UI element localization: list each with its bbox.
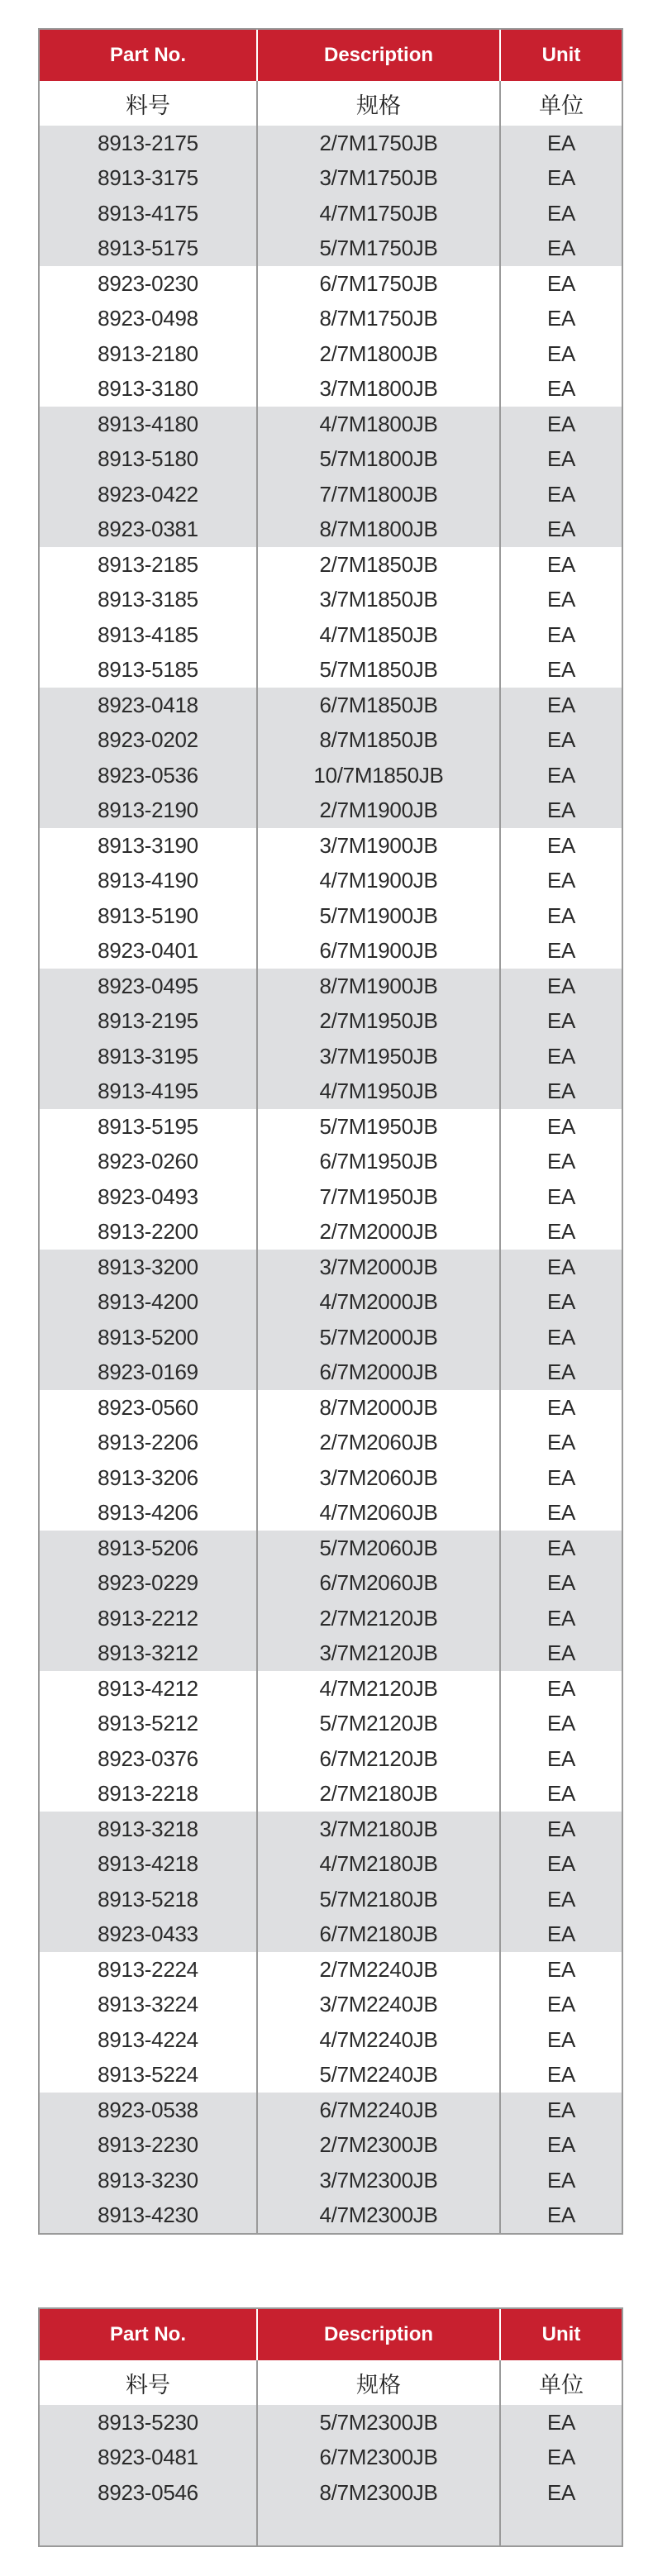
part-no-cell: 8913-4206: [40, 1496, 258, 1531]
unit-cell: EA: [546, 1816, 576, 1841]
part-no-cell: 8913-5230: [40, 2405, 258, 2440]
description-cell: 4/7M2000JB: [258, 1285, 501, 1321]
description-cell: 7/7M1950JB: [258, 1179, 501, 1215]
description-cell: 3/7M1850JB: [258, 583, 501, 618]
part-no-cell: 8913-5224: [40, 2058, 258, 2093]
unit-cell: EA: [546, 517, 576, 542]
description-cell: 6/7M1950JB: [258, 1145, 501, 1180]
description-cell: 4/7M2300JB: [258, 2198, 501, 2234]
table-row: [40, 1145, 622, 1180]
table-row: [40, 2405, 622, 2440]
description-cell: 5/7M2180JB: [258, 1882, 501, 1917]
unit-cell: EA: [546, 1113, 576, 1139]
unit-cell: EA: [546, 2132, 576, 2158]
unit-header: Unit: [541, 2323, 581, 2345]
part-no-cell: 8913-2175: [40, 126, 258, 161]
part-no-cell: 8913-4218: [40, 1847, 258, 1883]
description-cell: 3/7M2180JB: [258, 1812, 501, 1847]
description-cell: 3/7M2120JB: [258, 1636, 501, 1672]
unit-cell: EA: [546, 306, 576, 331]
description-cell: 4/7M1800JB: [258, 407, 501, 442]
table-header: [40, 2309, 622, 2360]
description-cell: 5/7M2120JB: [258, 1707, 501, 1742]
table-row: [40, 1460, 622, 1496]
table-row: [40, 1215, 622, 1250]
table-row: [40, 512, 622, 548]
description-cell: 2/7M1850JB: [258, 547, 501, 583]
description-cell: 3/7M2000JB: [258, 1250, 501, 1285]
unit-cell: EA: [546, 2479, 576, 2505]
unit-cell: EA: [546, 727, 576, 753]
description-cell: 6/7M2060JB: [258, 1566, 501, 1602]
part-no-cell: 8923-0481: [40, 2440, 258, 2476]
unit-cell: EA: [546, 2167, 576, 2193]
table-subheader: [40, 2360, 622, 2405]
description-cell: 4/7M1750JB: [258, 196, 501, 231]
part-no-subheader: 料号: [40, 2360, 258, 2405]
description-cell: 8/7M1750JB: [258, 302, 501, 337]
table-row: [40, 1179, 622, 1215]
part-no-cell: 8913-4180: [40, 407, 258, 442]
unit-cell: EA: [546, 1149, 576, 1174]
part-no-cell: 8913-2195: [40, 1004, 258, 1040]
part-no-cell: 8923-0230: [40, 266, 258, 302]
part-no-cell: 8923-0538: [40, 2093, 258, 2128]
description-cell: 3/7M2240JB: [258, 1988, 501, 2023]
table-row: [40, 1390, 622, 1426]
table-row: [40, 442, 622, 478]
description-cell: 2/7M1950JB: [258, 1004, 501, 1040]
part-no-cell: 8913-3185: [40, 583, 258, 618]
table-row: [40, 1671, 622, 1707]
description-cell: 4/7M1950JB: [258, 1074, 501, 1110]
part-no-cell: 8923-0422: [40, 477, 258, 512]
unit-cell: EA: [546, 1430, 576, 1455]
unit-subheader: 单位: [539, 2372, 584, 2397]
unit-cell: EA: [546, 1500, 576, 1526]
unit-cell: EA: [546, 200, 576, 226]
table-row: [40, 1250, 622, 1285]
part-no-cell: 8913-4224: [40, 2022, 258, 2058]
unit-cell: EA: [546, 1464, 576, 1490]
table-row: [40, 1496, 622, 1531]
part-no-cell: 8913-4212: [40, 1671, 258, 1707]
description-cell: 2/7M2300JB: [258, 2128, 501, 2164]
table-subheader: [40, 81, 622, 126]
part-no-cell: 8923-0401: [40, 934, 258, 969]
unit-cell: EA: [546, 1535, 576, 1560]
part-no-cell: 8913-5212: [40, 1707, 258, 1742]
description-cell: 6/7M2120JB: [258, 1741, 501, 1777]
description-cell: 8/7M1900JB: [258, 969, 501, 1004]
description-cell: 3/7M2060JB: [258, 1460, 501, 1496]
description-cell: 5/7M2060JB: [258, 1531, 501, 1566]
part-no-cell: 8913-5180: [40, 442, 258, 478]
unit-cell: EA: [546, 1043, 576, 1069]
parts-table-2: [38, 2307, 623, 2547]
part-no-cell: 8913-4185: [40, 617, 258, 653]
unit-cell: EA: [546, 1008, 576, 1034]
part-no-cell: 8923-0169: [40, 1355, 258, 1391]
part-no-cell: 8913-2180: [40, 336, 258, 372]
part-no-cell: 8913-3224: [40, 1988, 258, 2023]
description-cell: 5/7M2300JB: [258, 2405, 501, 2440]
part-no-cell: 8913-2230: [40, 2128, 258, 2164]
unit-cell: EA: [546, 411, 576, 436]
description-cell: 6/7M1750JB: [258, 266, 501, 302]
description-cell: 2/7M2120JB: [258, 1601, 501, 1636]
unit-cell: EA: [546, 1745, 576, 1771]
part-no-subheader: 料号: [40, 81, 258, 126]
unit-cell: [501, 2511, 622, 2546]
description-cell: 5/7M2240JB: [258, 2058, 501, 2093]
part-no-cell: 8913-3212: [40, 1636, 258, 1672]
unit-cell: EA: [546, 446, 576, 472]
table-row: [40, 1777, 622, 1812]
description-cell: 2/7M2060JB: [258, 1426, 501, 1461]
unit-cell: EA: [546, 657, 576, 683]
unit-cell: EA: [546, 165, 576, 191]
part-no-cell: 8923-0418: [40, 688, 258, 723]
part-no-cell: 8913-5206: [40, 1531, 258, 1566]
part-no-cell: 8913-5200: [40, 1320, 258, 1355]
table-row: [40, 336, 622, 372]
unit-cell: EA: [546, 551, 576, 577]
unit-cell: EA: [546, 2445, 576, 2470]
description-cell: 3/7M1950JB: [258, 1039, 501, 1074]
part-no-cell: 8913-2212: [40, 1601, 258, 1636]
description-cell: 5/7M1950JB: [258, 1109, 501, 1145]
description-cell: 5/7M1900JB: [258, 898, 501, 934]
part-no-cell: 8923-0495: [40, 969, 258, 1004]
table-row: [40, 477, 622, 512]
description-cell: 3/7M1750JB: [258, 161, 501, 197]
part-no-cell: 8913-3230: [40, 2163, 258, 2198]
table-row: [40, 2022, 622, 2058]
table-row: [40, 126, 622, 161]
description-cell: 5/7M1800JB: [258, 442, 501, 478]
part-no-cell: 8913-2190: [40, 793, 258, 829]
unit-cell: EA: [546, 902, 576, 928]
part-no-cell: 8913-3200: [40, 1250, 258, 1285]
part-no-cell: 8923-0498: [40, 302, 258, 337]
table-row: [40, 828, 622, 864]
table-row: [40, 1741, 622, 1777]
table-row: [40, 2198, 622, 2234]
unit-cell: EA: [546, 2409, 576, 2435]
table-row: [40, 161, 622, 197]
description-cell: 8/7M2000JB: [258, 1390, 501, 1426]
part-no-cell: [40, 2511, 258, 2546]
unit-cell: EA: [546, 832, 576, 858]
unit-cell: EA: [546, 2062, 576, 2088]
description-cell: 10/7M1850JB: [258, 758, 501, 793]
unit-cell: EA: [546, 692, 576, 717]
table-row: [40, 1285, 622, 1321]
table-row: [40, 1426, 622, 1461]
unit-header: Unit: [541, 44, 581, 66]
part-no-header: Part No.: [40, 2309, 258, 2360]
unit-cell: EA: [546, 1956, 576, 1982]
part-no-cell: 8913-2200: [40, 1215, 258, 1250]
part-no-cell: 8913-3218: [40, 1812, 258, 1847]
unit-cell: EA: [546, 1992, 576, 2017]
unit-cell: EA: [546, 2097, 576, 2122]
description-subheader: 规格: [258, 2360, 501, 2405]
unit-subheader: 单位: [539, 93, 584, 118]
part-no-cell: 8913-3195: [40, 1039, 258, 1074]
table-row: [40, 758, 622, 793]
description-cell: 2/7M1750JB: [258, 126, 501, 161]
description-cell: 6/7M1900JB: [258, 934, 501, 969]
description-cell: 3/7M1900JB: [258, 828, 501, 864]
part-no-header: Part No.: [40, 30, 258, 81]
part-no-cell: 8913-5185: [40, 653, 258, 688]
table-row: [40, 1917, 622, 1953]
unit-cell: EA: [546, 481, 576, 507]
unit-cell: EA: [546, 130, 576, 155]
parts-table-1: [38, 28, 623, 2235]
description-cell: 6/7M2180JB: [258, 1917, 501, 1953]
table-row: [40, 1320, 622, 1355]
table-row: [40, 1636, 622, 1672]
description-cell: 8/7M2300JB: [258, 2475, 501, 2511]
unit-cell: EA: [546, 236, 576, 261]
unit-cell: EA: [546, 1781, 576, 1807]
part-no-cell: 8923-0202: [40, 723, 258, 759]
part-no-cell: 8923-0381: [40, 512, 258, 548]
part-no-cell: 8913-4175: [40, 196, 258, 231]
description-cell: 6/7M2240JB: [258, 2093, 501, 2128]
description-cell: 7/7M1800JB: [258, 477, 501, 512]
description-header: Description: [258, 2309, 501, 2360]
table-row: [40, 266, 622, 302]
unit-cell: EA: [546, 1886, 576, 1912]
description-subheader: 规格: [258, 81, 501, 126]
table-row: [40, 2093, 622, 2128]
description-cell: 3/7M2300JB: [258, 2163, 501, 2198]
part-no-cell: 8913-3180: [40, 372, 258, 407]
table-row: [40, 617, 622, 653]
table-row: [40, 1566, 622, 1602]
table-row: [40, 653, 622, 688]
table-header: [40, 30, 622, 81]
unit-cell: EA: [546, 270, 576, 296]
table-row: [40, 302, 622, 337]
table-row: [40, 407, 622, 442]
unit-cell: EA: [546, 762, 576, 788]
description-cell: 4/7M2240JB: [258, 2022, 501, 2058]
description-cell: 2/7M1900JB: [258, 793, 501, 829]
unit-cell: EA: [546, 973, 576, 998]
part-no-cell: 8923-0229: [40, 1566, 258, 1602]
table-row: [40, 1812, 622, 1847]
part-no-cell: 8913-5190: [40, 898, 258, 934]
part-no-cell: 8913-4200: [40, 1285, 258, 1321]
description-cell: 4/7M1850JB: [258, 617, 501, 653]
table-row: [40, 1039, 622, 1074]
unit-cell: EA: [546, 2202, 576, 2228]
description-cell: 4/7M2060JB: [258, 1496, 501, 1531]
table-row: [40, 2440, 622, 2476]
part-no-cell: 8923-0546: [40, 2475, 258, 2511]
table-row: [40, 1074, 622, 1110]
part-no-cell: 8913-2206: [40, 1426, 258, 1461]
description-cell: 5/7M2000JB: [258, 1320, 501, 1355]
description-cell: 8/7M1800JB: [258, 512, 501, 548]
unit-cell: EA: [546, 1675, 576, 1701]
part-no-cell: 8913-4230: [40, 2198, 258, 2234]
table-row: [40, 2475, 622, 2511]
table-row: [40, 1355, 622, 1391]
part-no-cell: 8913-2185: [40, 547, 258, 583]
table-row: [40, 934, 622, 969]
unit-cell: EA: [546, 868, 576, 893]
unit-cell: EA: [546, 621, 576, 647]
table-row: [40, 1109, 622, 1145]
table-row: [40, 1004, 622, 1040]
description-cell: 6/7M2000JB: [258, 1355, 501, 1391]
part-no-cell: 8913-5175: [40, 231, 258, 267]
table-body: [40, 2405, 622, 2545]
unit-cell: EA: [546, 1183, 576, 1209]
table-row: [40, 688, 622, 723]
unit-cell: EA: [546, 1078, 576, 1104]
part-no-cell: 8913-5195: [40, 1109, 258, 1145]
unit-cell: EA: [546, 1570, 576, 1596]
table-row: [40, 2511, 622, 2546]
table-row: [40, 864, 622, 899]
unit-cell: EA: [546, 1851, 576, 1877]
table-row: [40, 231, 622, 267]
description-cell: 6/7M2300JB: [258, 2440, 501, 2476]
table-row: [40, 1988, 622, 2023]
unit-cell: EA: [546, 2026, 576, 2052]
table-row: [40, 372, 622, 407]
table-row: [40, 1531, 622, 1566]
description-cell: 2/7M2180JB: [258, 1777, 501, 1812]
unit-cell: EA: [546, 1254, 576, 1279]
description-cell: 5/7M1750JB: [258, 231, 501, 267]
part-no-cell: 8913-2218: [40, 1777, 258, 1812]
table-row: [40, 196, 622, 231]
table-row: [40, 1707, 622, 1742]
table-row: [40, 1847, 622, 1883]
description-cell: 6/7M1850JB: [258, 688, 501, 723]
unit-cell: EA: [546, 1711, 576, 1736]
unit-cell: EA: [546, 1324, 576, 1350]
part-no-cell: 8923-0493: [40, 1179, 258, 1215]
unit-cell: EA: [546, 1359, 576, 1385]
unit-cell: EA: [546, 1219, 576, 1245]
table-row: [40, 1601, 622, 1636]
part-no-cell: 8923-0560: [40, 1390, 258, 1426]
unit-cell: EA: [546, 1289, 576, 1315]
table-row: [40, 2058, 622, 2093]
description-cell: 3/7M1800JB: [258, 372, 501, 407]
table-row: [40, 2128, 622, 2164]
part-no-cell: 8913-5218: [40, 1882, 258, 1917]
table-row: [40, 583, 622, 618]
table-row: [40, 1952, 622, 1988]
part-no-cell: 8923-0536: [40, 758, 258, 793]
table-body: [40, 126, 622, 2233]
description-cell: 4/7M1900JB: [258, 864, 501, 899]
table-row: [40, 1882, 622, 1917]
part-no-cell: 8923-0433: [40, 1917, 258, 1953]
unit-cell: EA: [546, 1394, 576, 1420]
part-no-cell: 8913-4195: [40, 1074, 258, 1110]
part-no-cell: 8913-4190: [40, 864, 258, 899]
description-cell: 2/7M2240JB: [258, 1952, 501, 1988]
unit-cell: EA: [546, 1640, 576, 1666]
part-no-cell: 8923-0376: [40, 1741, 258, 1777]
table-row: [40, 723, 622, 759]
description-cell: 4/7M2120JB: [258, 1671, 501, 1707]
part-no-cell: 8913-3206: [40, 1460, 258, 1496]
table-row: [40, 547, 622, 583]
unit-cell: EA: [546, 340, 576, 366]
unit-cell: EA: [546, 376, 576, 402]
table-row: [40, 793, 622, 829]
description-cell: 5/7M1850JB: [258, 653, 501, 688]
description-cell: [258, 2511, 501, 2546]
description-header: Description: [258, 30, 501, 81]
description-cell: 8/7M1850JB: [258, 723, 501, 759]
unit-cell: EA: [546, 938, 576, 964]
table-row: [40, 898, 622, 934]
part-no-cell: 8913-3190: [40, 828, 258, 864]
table-row: [40, 2163, 622, 2198]
description-cell: 2/7M2000JB: [258, 1215, 501, 1250]
unit-cell: EA: [546, 1921, 576, 1947]
part-no-cell: 8913-2224: [40, 1952, 258, 1988]
unit-cell: EA: [546, 1605, 576, 1631]
unit-cell: EA: [546, 798, 576, 823]
description-cell: 2/7M1800JB: [258, 336, 501, 372]
table-row: [40, 969, 622, 1004]
unit-cell: EA: [546, 587, 576, 612]
description-cell: 4/7M2180JB: [258, 1847, 501, 1883]
part-no-cell: 8923-0260: [40, 1145, 258, 1180]
part-no-cell: 8913-3175: [40, 161, 258, 197]
